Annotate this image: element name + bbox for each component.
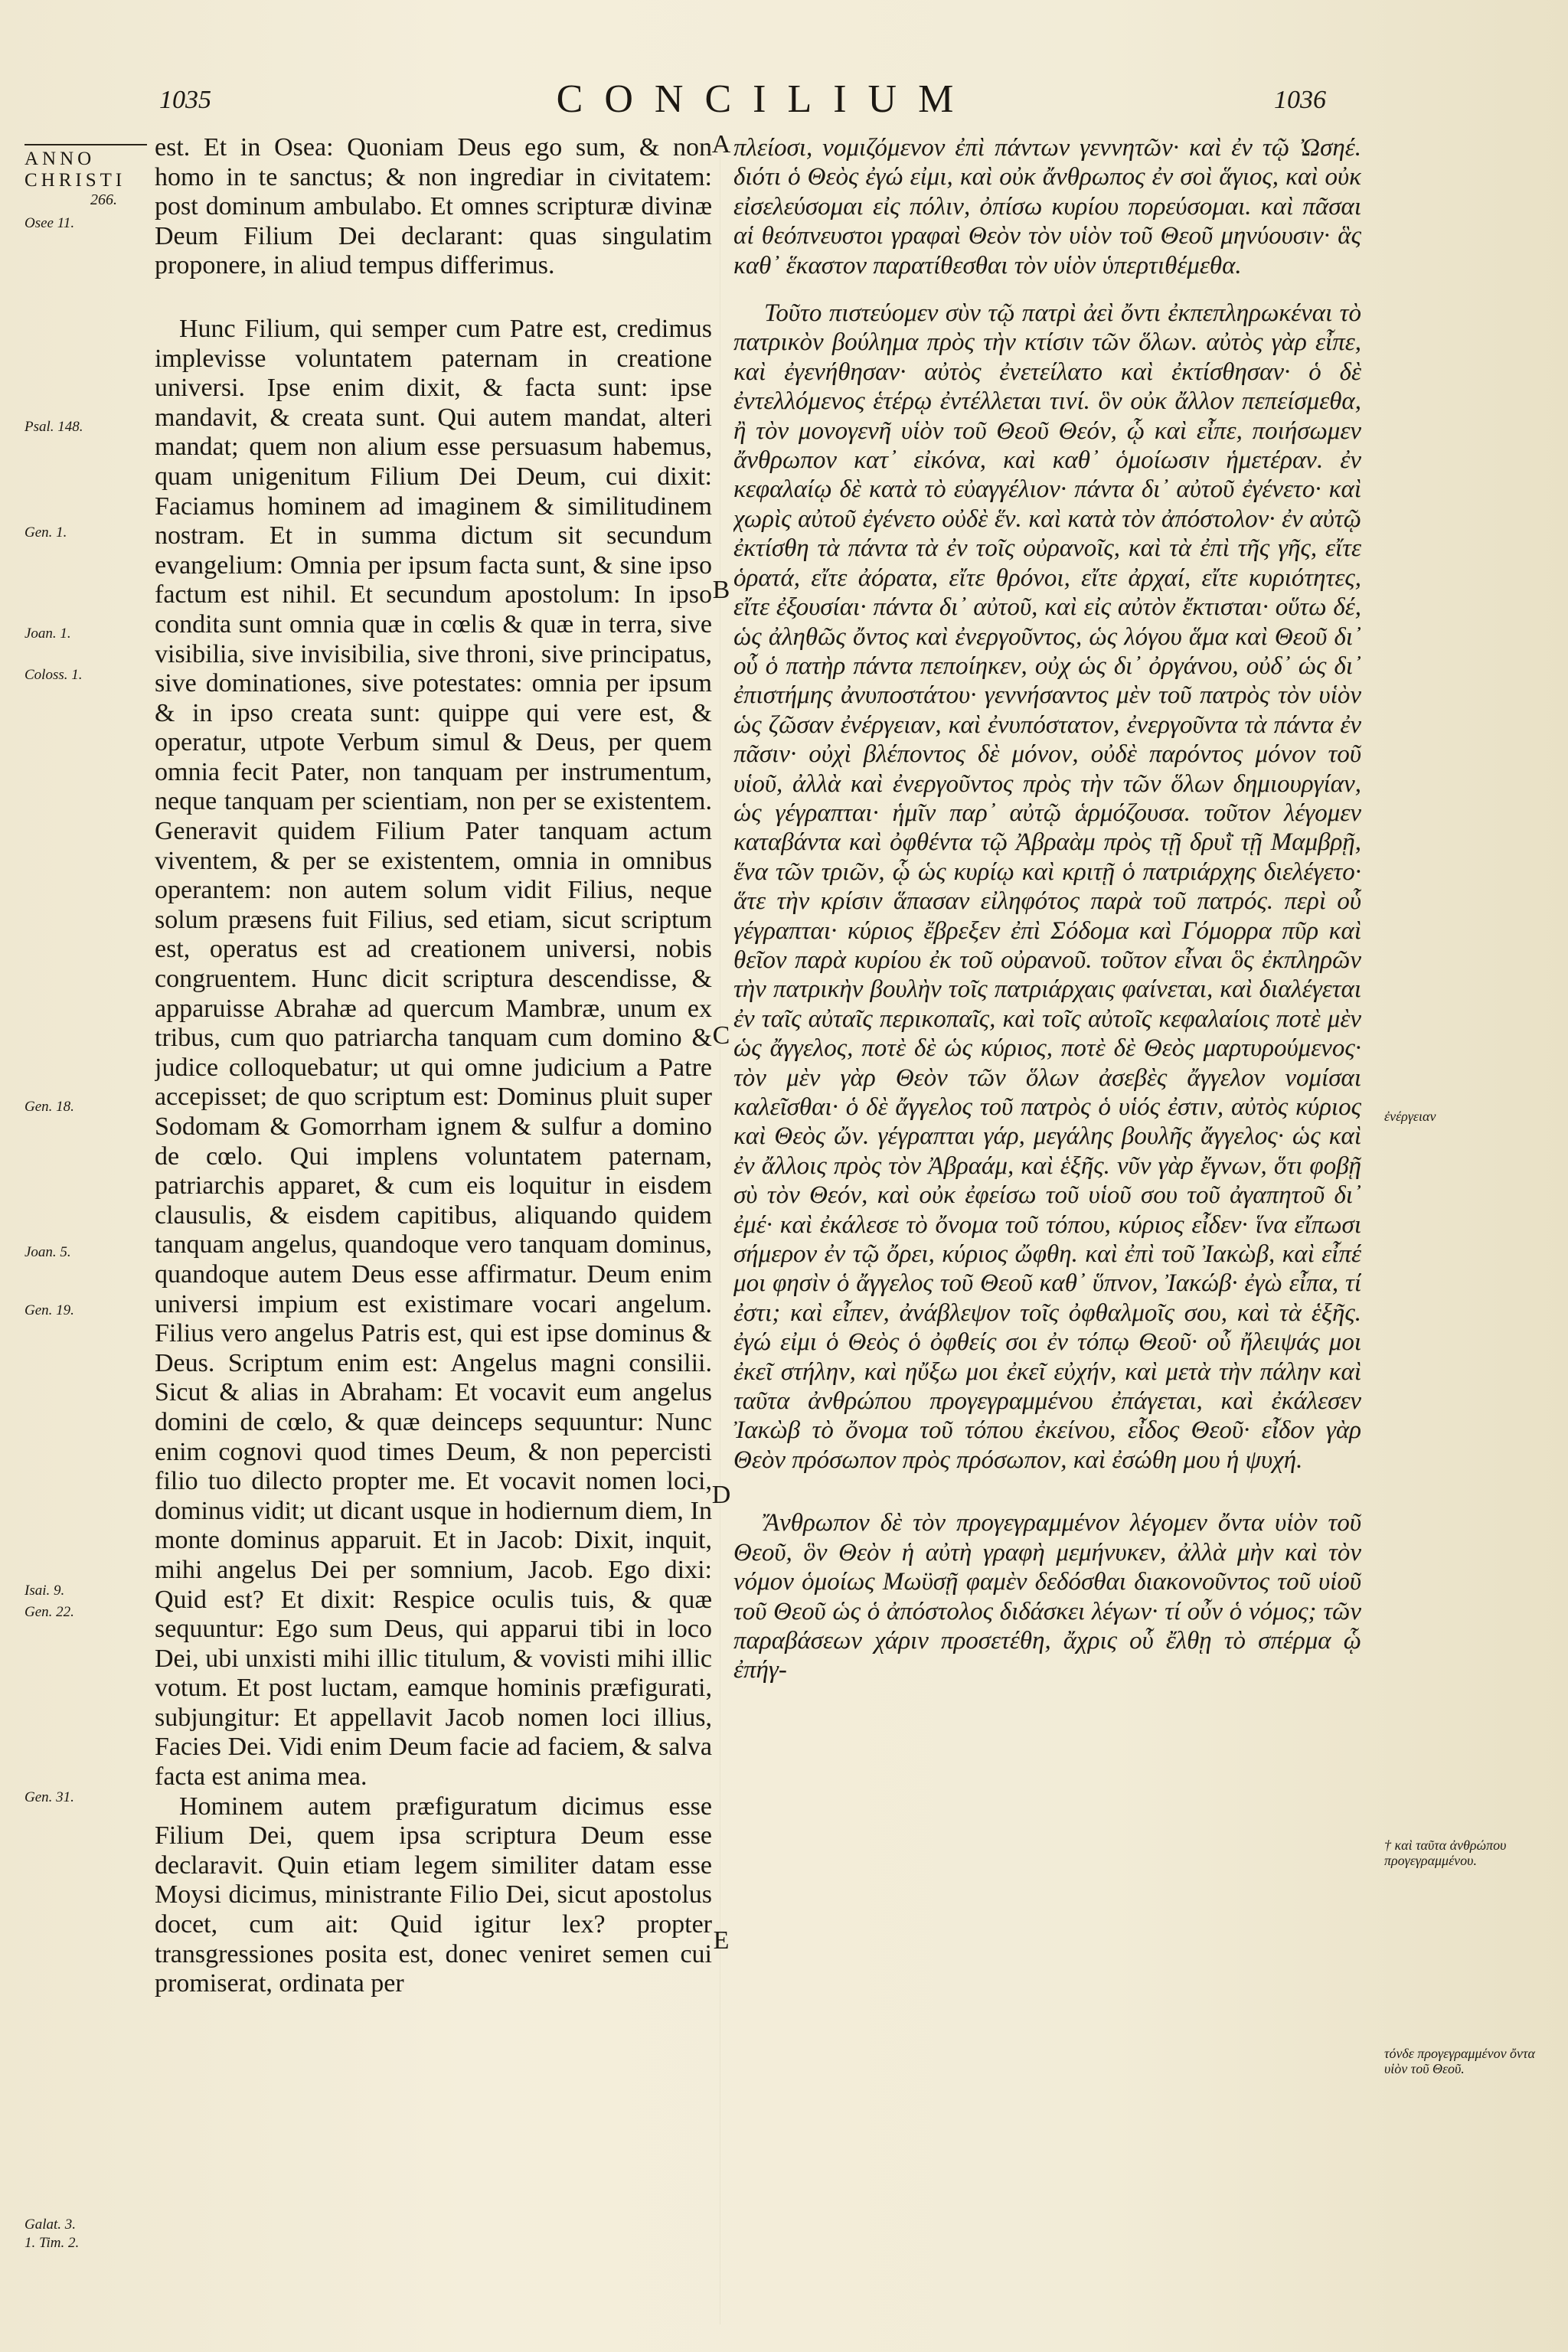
section-letter-c: C	[712, 1021, 730, 1050]
running-title: CONCILIUM	[556, 77, 975, 121]
latin-paragraph: Hominem autem præfiguratum dicimus esse Filium Dei, quem ipsa scriptura Deum esse declaravit. Quin etiam legem similiter datam esse Moysi dicimus, ministrante Filio Dei, sicut apostolus docet, cum ait: Quid igitur lex? propter transgressiones posita est, donec veniret semen cui promiserat, ordinata per	[155, 1792, 712, 1998]
anno-line: ANNO	[24, 149, 96, 169]
margin-reference: Gen. 19.	[24, 1302, 74, 1318]
margin-reference: Coloss. 1.	[24, 667, 83, 683]
page-number-right: 1036	[1274, 86, 1326, 114]
greek-paragraph: Τοῦτο πιστεύομεν σὺν τῷ πατρὶ ἀεὶ ὄντι ἐκπεπληρωκέναι τὸ πατρικὸν βούλημα πρὸς τὴν κτίσιν τῶν ὅλων. αὐτὸς γὰρ εἶπε, καὶ ἐγενήθησαν· αὐτὸς ἐνετείλατο καὶ ἐκτίσθησαν· ὁ δὲ ἐντελλόμενος ἑτέρῳ ἐντέλλεται τινί. ὃν οὐκ ἄλλον πεπείσμεθα, ἢ τὸν μονογενῆ υἱὸν τοῦ Θεοῦ Θεόν, ᾧ καὶ εἶπε, ποιήσωμεν ἄνθρωπον κατ᾽ εἰκόνα, καὶ καθ᾽ ὁμοίωσιν ἡμετέραν. ἐν κεφαλαίῳ δὲ κατὰ τὸ εὐαγγέλιον· πάντα δι᾽ αὐτοῦ ἐγένετο· καὶ χωρὶς αὐτοῦ ἐγένετο οὐδὲ ἕν. καὶ κατὰ τὸν ἀπόστολον· ἐν αὐτῷ ἐκτίσθη τὰ πάντα τὰ ἐν τοῖς οὐρανοῖς, καὶ τὰ ἐπὶ τῆς γῆς, εἴτε ὁρατά, εἴτε ἀόρατα, εἴτε θρόνοι, εἴτε ἀρχαί, εἴτε κυριότητες, εἴτε ἐξουσίαι· πάντα δι᾽ αὐτοῦ, καὶ εἰς αὐτὸν ἔκτισται· οὕτω δέ, ὡς ἀληθῶς ὄντος καὶ ἐνεργοῦντος, ὡς λόγου ἅμα καὶ Θεοῦ δι᾽ οὗ ὁ πατὴρ πάντα πεποίηκεν, οὐχ ὡς δι᾽ ὀργάνου, οὐδ᾽ ὡς δι᾽ ἐπιστήμης ἀνυποστάτου· γεννήσαντος μὲν τοῦ πατρὸς τὸν υἱὸν ὡς ζῶσαν ἐνέργειαν, καὶ ἐνυπόστατον, ἐνεργοῦντα τὰ πάντα ἐν πᾶσιν· οὐχὶ βλέποντος δὲ μόνον, οὐδὲ παρόντος μόνον τοῦ υἱοῦ, ἀλλὰ καὶ ἐνεργοῦντος πρὸς τὴν τῶν ὅλων δημιουργίαν, ὡς γέγραπται· ἡμῖν παρ᾽ αὐτῷ ἁρμόζουσα. τοῦτον λέγομεν καταβάντα καὶ ὀφθέντα τῷ Ἀβραὰμ πρὸς τῇ δρυῒ τῇ Μαμβρῇ, ἕνα τῶν τριῶν, ᾧ ὡς κυρίῳ καὶ κριτῇ ὁ πατριάρχης διελέγετο· ἅτε τὴν κρίσιν ἅπασαν εἰληφότος παρὰ τοῦ πατρός. περὶ οὗ γέγραπται· κύριος ἔβρεξεν ἐπὶ Σόδομα καὶ Γόμορρα πῦρ καὶ θεῖον παρὰ κυρίου ἐκ τοῦ οὐρανοῦ. τοῦτον εἶναι ὃς ἐκπληρῶν τὴν πατρικὴν βουλὴν τοῖς πατριάρχαις φαίνεται, καὶ διαλέγεται ἐν ταῖς αὐταῖς περικοπαῖς, καὶ τοῖς αὐτοῖς κεφαλαίοις ποτὲ μὲν ὡς ἄγγελος, ποτὲ δὲ ὡς κύριος, ποτὲ δὲ Θεὸς μαρτυρούμενος· τὸν μὲν γὰρ Θεὸν τῶν ὅλων ἀσεβὲς ἄγγελον νομίσαι καλεῖσθαι· ὁ δὲ ἄγγελος τοῦ πατρὸς ὁ υἱός ἐστιν, αὐτὸς κύριος καὶ Θεὸς ὤν. γέγραπται γάρ, μεγάλης βουλῆς ἄγγελος· ὡς καὶ ἐν ἄλλοις πρὸς τὸν Ἀβραάμ, καὶ ἑξῆς. νῦν γὰρ ἔγνων, ὅτι φοβῇ σὺ τὸν Θεόν, καὶ οὐκ ἐφείσω τοῦ υἱοῦ σου τοῦ ἀγαπητοῦ δι᾽ ἐμέ· καὶ ἐκάλεσε τὸ ὄνομα τοῦ τόπου, κύριος εἶδεν· ἵνα εἴπωσι σήμερον ἐν τῷ ὄρει, κύριος ὤφθη. καὶ ἐπὶ τοῦ Ἰακὼβ, καὶ εἶπέ μοι φησὶν ὁ ἄγγελος τοῦ Θεοῦ καθ᾽ ὕπνον, Ἰακώβ· ἐγὼ εἶπα, τί ἐστι; καὶ εἶπεν, ἀνάβλεψον τοῖς ὀφθαλμοῖς σου, καὶ τὰ ἑξῆς. ἐγώ εἰμι ὁ Θεὸς ὁ ὀφθείς σοι ἐν τόπῳ Θεοῦ· οὗ ἤλειψάς μοι ἐκεῖ στήλην, καὶ ηὔξω μοι ἐκεῖ εὐχήν, καὶ μετὰ τὴν πάλην καὶ ταῦτα ἀνθρώπου προγεγραμμένου ἐπάγεται, καὶ ἐκάλεσεν Ἰακὼβ τὸ ὄνομα τοῦ τόπου ἐκείνου, εἶδος Θεοῦ· εἶδον γὰρ Θεὸν πρόσωπον πρὸς πρόσωπον, καὶ ἐσώθη μου ἡ ψυχή.	[733, 299, 1361, 1474]
margin-reference: Gen. 1.	[24, 524, 67, 541]
margin-reference: Galat. 3.	[24, 2216, 77, 2233]
christi-line: CHRISTI	[24, 170, 126, 191]
margin-reference: Joan. 5.	[24, 1244, 71, 1260]
latin-paragraph: Hunc Filium, qui semper cum Patre est, credimus implevisse voluntatem paternam in creatione universi. Ipse enim dixit, & facta sunt: ipse mandavit, & creata sunt. Qui autem mandat, alteri mandat; quem non alium esse persuasum habemus, quam unigenitum Filium Dei Deum, cui dixit: Faciamus hominem ad imaginem & similitudinem nostram. Et in summa dictum sit secundum evangelium: Omnia per ipsum facta sunt, & sine ipso factum est nihil. Et secundum apostolum: In ipso condita sunt omnia quæ in cœlis & quæ in terra, sive visibilia, sive invisibilia, sive throni, sive principatus, sive dominationes, sive potestates: omnia per ipsum & in ipso creata sunt: quippe qui vere est, & operatur, utpote Verbum simul & Deus, per quem omnia fecit Pater, non tanquam per instrumentum, neque tanquam per scientiam, non per se existentem. Generavit quidem Filium Pater tanquam actum viventem, & per se existentem, omnia in omnibus operantem: non autem solum vidit Filius, neque solum præsens fuit Filius, sed etiam, sicut scriptum est, operatus est ad creationem universi, nobis congruentem. Hunc dicit scriptura descendisse, & apparuisse Abrahæ ad quercum Mambræ, unum ex tribus, cum quo patriarcha tanquam cum domino & judice colloquebatur; ut qui omne judicium a Patre accepisset; de quo scriptum est: Dominus pluit super Sodomam & Gomorrham ignem & sulfur a domino de cœlo. Qui implens voluntatem paternam, patriarchis apparet, & cum eis loquitur in eisdem clausulis, & eisdem capitibus, aliquando quidem tanquam angelus, quandoque vero tanquam dominus, quandoque autem Deus esse affirmatur. Deum enim universi impium est existimare vocari angelum. Filius vero angelus Patris est, qui est ipse dominus & Deus. Scriptum enim est: Angelus magni consilii. Sicut & alias in Abraham: Et vocavit eum angelus domini de cœlo, & quæ deinceps sequuntur: Nunc enim cognovi quod times Deum, & non pepercisti filio tuo dilecto propter me. Et vocavit nomen loci, dominus vidit; ut dicant usque in hodiernum diem, In monte dominus apparuit. Et in Jacob: Dixit, inquit, mihi angelus Dei per somnium, Jacob. Ego dixi: Quid est? Et dixit: Respice oculis tuis, & quæ sequuntur: Ego sum Deus, qui apparui tibi in loco Dei, ubi unxisti mihi illic titulum, & vovisti mihi illic votum. Et post luctam, eamque hominis præfigurati, subjungitur: Et appellavit Jacob nomen loci illius, Facies Dei. Vidi enim Deum facie ad faciem, & salva facta est anima mea.	[155, 314, 712, 1792]
greek-marginal-note: ἐνέργειαν	[1384, 1109, 1436, 1124]
margin-reference: Gen. 22.	[24, 1604, 74, 1620]
greek-marginal-note: τόνδε προγεγραμμένον ὄντα υἱὸν τοῦ Θεοῦ.	[1384, 2046, 1535, 2076]
latin-column	[155, 133, 712, 2331]
anno-christi-label	[24, 144, 147, 208]
margin-reference: Osee 11.	[24, 215, 75, 231]
latin-paragraph: est. Et in Osea: Quoniam Deus ego sum, & non homo in te sanctus; & non ingrediar in civitatem: post dominum ambulabo. Et omnes scripturæ divinæ Deum Filium Dei declarant: quas singulatim proponere, in aliud tempus differimus.	[155, 133, 712, 280]
section-letter-d: D	[711, 1481, 731, 1509]
greek-paragraph: Ἄνθρωπον δὲ τὸν προγεγραμμένον λέγομεν ὄντα υἱὸν τοῦ Θεοῦ, ὃν Θεὸν ἡ αὐτὴ γραφὴ μεμήνυκεν, ἀλλὰ μὴν καὶ τὸν νόμον ὁμοίως Μωϋσῇ φαμὲν δεδόσθαι διακονοῦντος τοῦ υἱοῦ τοῦ Θεοῦ ὡς ὁ ἀπόστολος διδάσκει λέγων· τί οὖν ὁ νόμος; τῶν παραβάσεων χάριν προσετέθη, ἄχρις οὗ ἔλθῃ τὸ σπέρμα ᾧ ἐπήγ-	[733, 1509, 1361, 1684]
greek-marginal-note: † καὶ ταῦτα ἀνθρώπου προγεγραμμένου.	[1384, 1838, 1507, 1868]
anno-year: 266.	[90, 191, 117, 208]
section-letter-e: E	[713, 1926, 730, 1955]
page-number-left: 1035	[159, 86, 211, 114]
margin-reference: Isai. 9.	[24, 1583, 65, 1599]
section-letter-a: A	[711, 130, 731, 158]
section-letter-b: B	[712, 576, 730, 604]
greek-column	[733, 133, 1361, 2331]
greek-paragraph: πλείοσι, νομιζόμενον ἐπὶ πάντων γεννητῶν· καὶ ἐν τῷ Ὠσηέ. διότι ὁ Θεὸς ἐγώ εἰμι, καὶ οὐκ ἄνθρωπος ἐν σοὶ ἅγιος, καὶ οὐκ εἰσελεύσομαι εἰς πόλιν, ὀπίσω κυρίου πορεύσομαι. καὶ πᾶσαι αἱ θεόπνευστοι γραφαὶ Θεὸν τὸν υἱὸν τοῦ Θεοῦ μηνύουσιν· ἃς καθ᾽ ἕκαστον παρατίθεσθαι τὸν υἱὸν ὑπερτιθέμεθα.	[733, 134, 1361, 279]
margin-reference: Gen. 31.	[24, 1789, 74, 1805]
margin-reference: Gen. 18.	[24, 1099, 74, 1115]
margin-reference: Psal. 148.	[24, 419, 83, 435]
margin-reference: 1. Tim. 2.	[24, 2235, 80, 2251]
margin-reference: Joan. 1.	[24, 626, 71, 642]
